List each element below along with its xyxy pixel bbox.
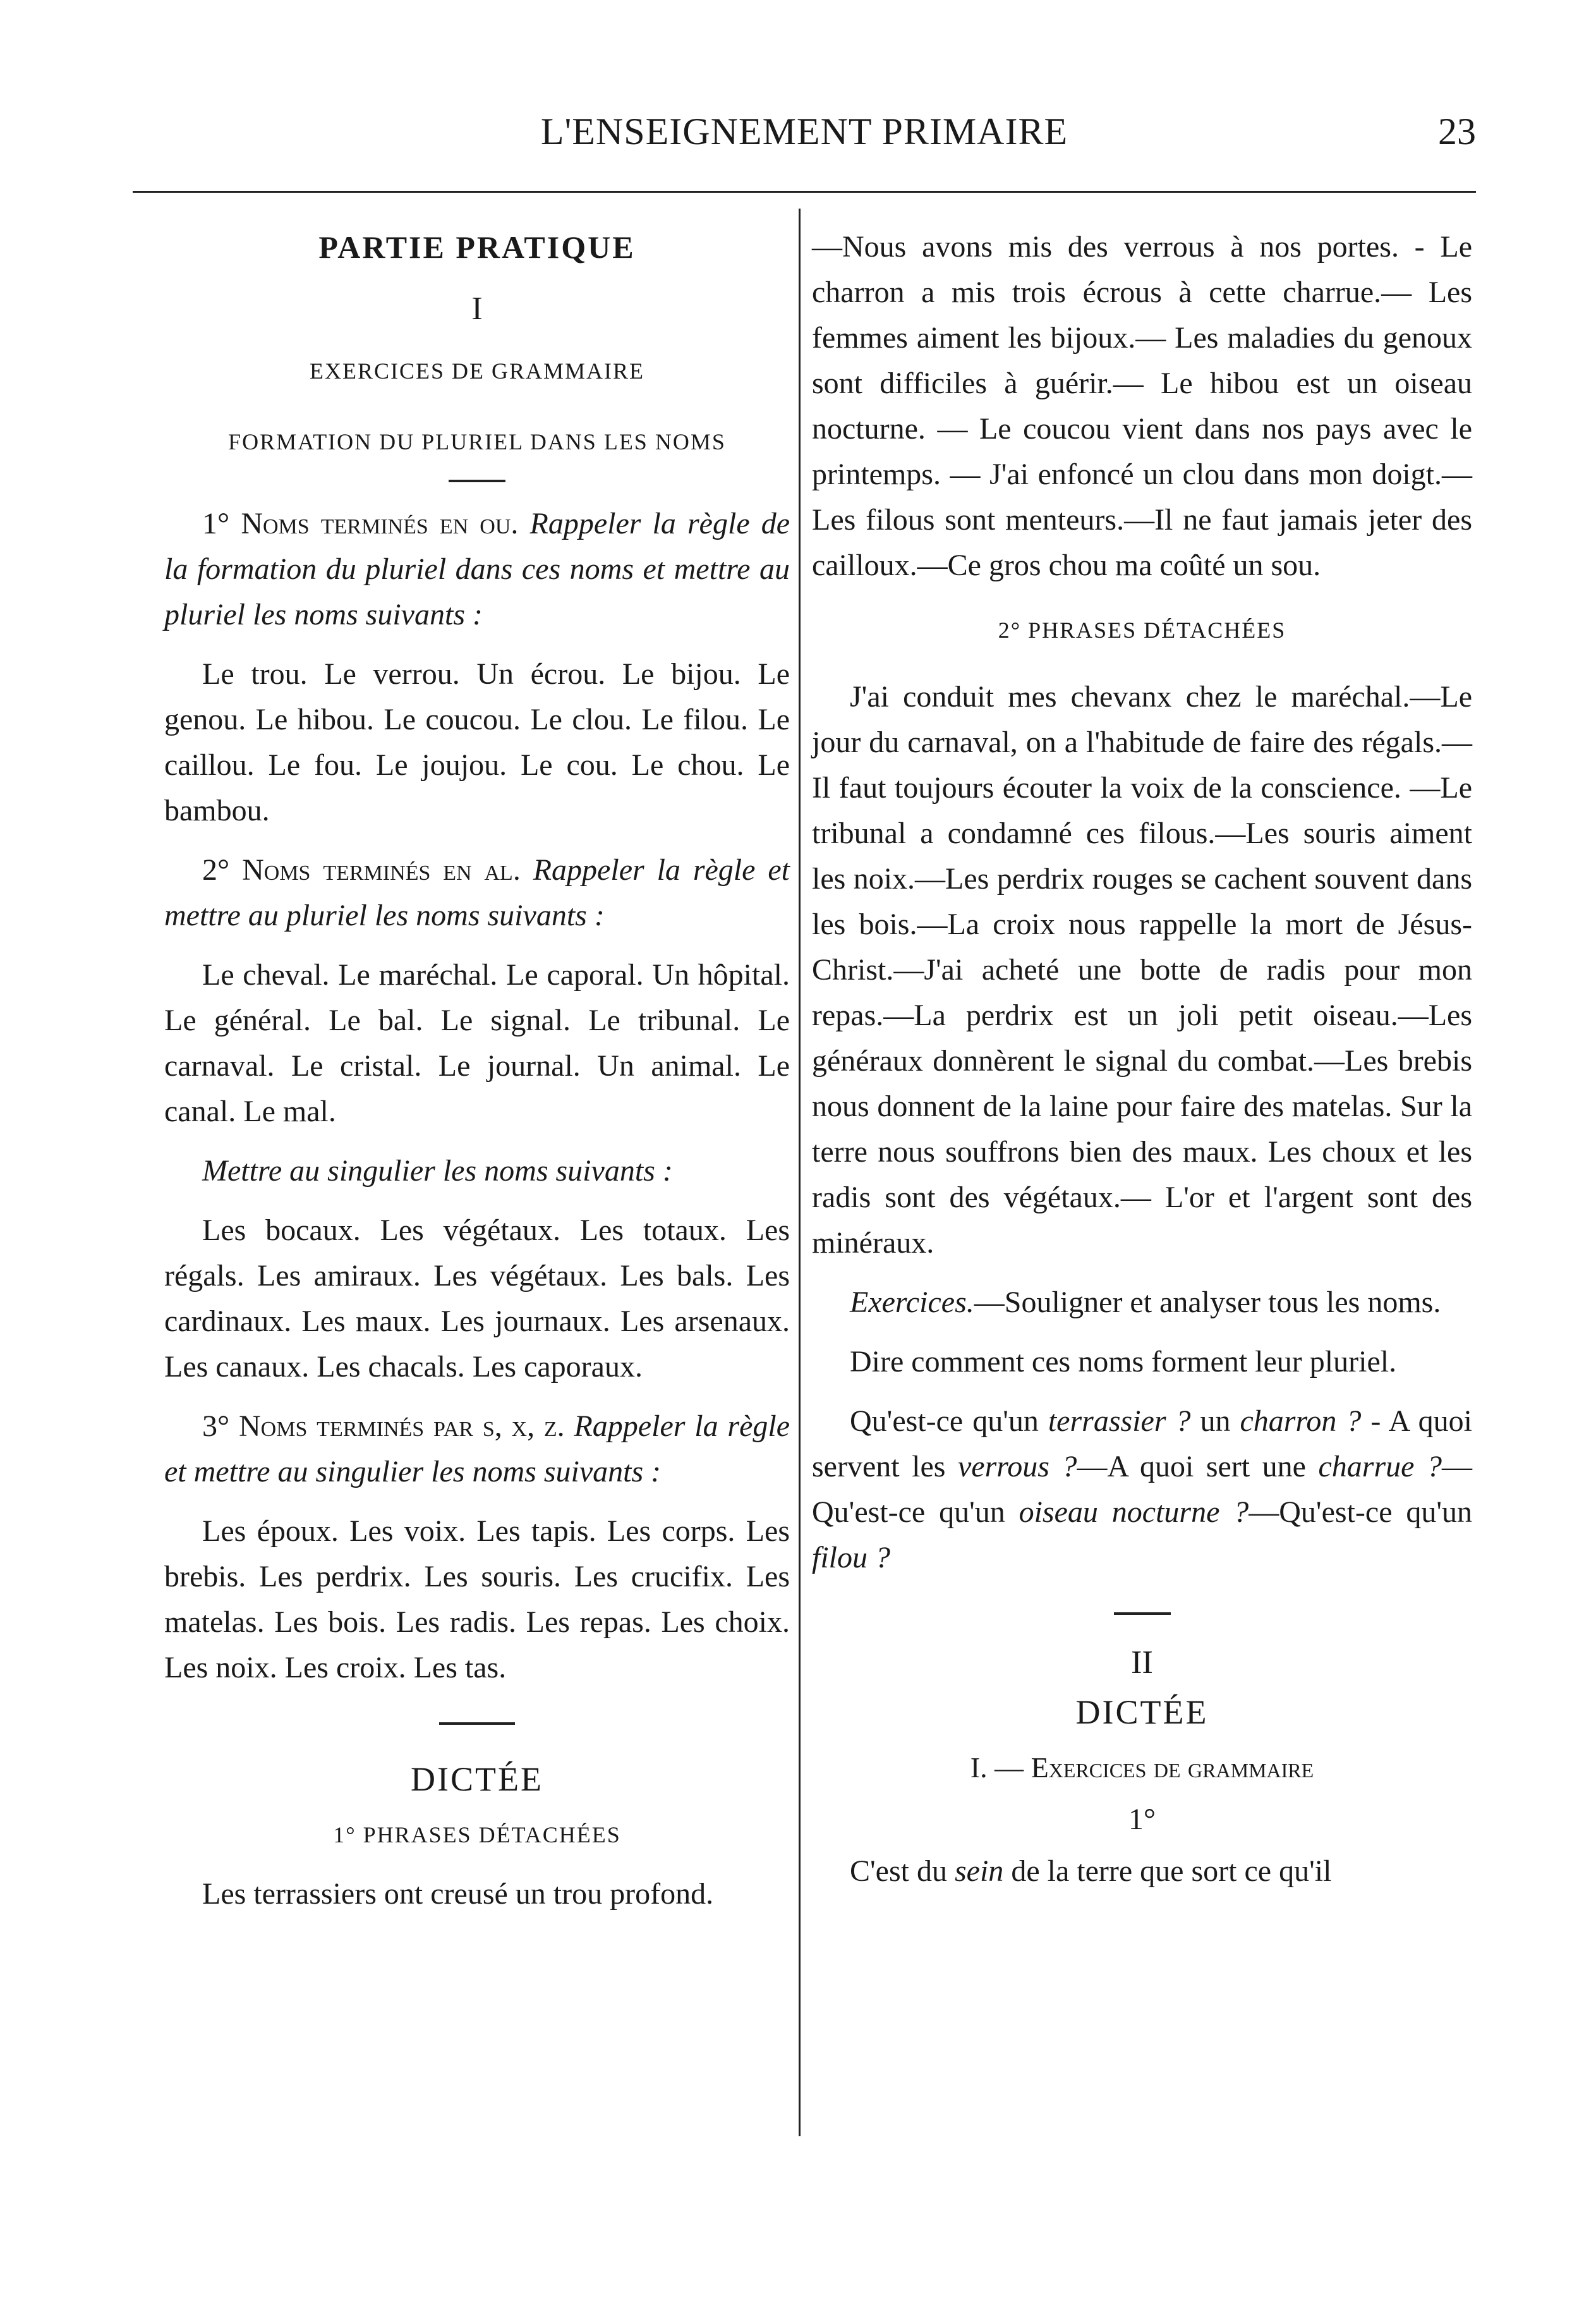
plural-question: Dire comment ces noms forment leur pluriel. xyxy=(850,1345,1397,1378)
question-term: terrassier ? xyxy=(1048,1404,1191,1438)
last-sentence xyxy=(812,1849,1472,1894)
exercise-3-words: Les époux. Les voix. Les tapis. Les corps. Les brebis. Les perdrix. Les souris. Les crucifix. Les matelas. Les bois. Les radis. Les repas. Les choix. Les noix. Les croix. Les tas. xyxy=(164,1514,790,1684)
subheading-grammar: EXERCICES DE GRAMMAIRE xyxy=(309,358,645,384)
exercise-2-title: Noms terminés en al. xyxy=(242,853,521,887)
item-number: 1° xyxy=(1128,1803,1156,1836)
separator-dash xyxy=(439,1722,515,1725)
left-column xyxy=(164,224,790,1931)
page-header xyxy=(133,95,1476,171)
grammar-subheading: I. — Exercices de grammaire xyxy=(970,1751,1314,1784)
header-rule xyxy=(133,191,1476,193)
section-roman-numeral: I xyxy=(471,291,483,327)
dictee-title: DICTÉE xyxy=(411,1760,543,1798)
exercise-2-instruction xyxy=(164,848,790,939)
page-number: 23 xyxy=(1438,111,1476,152)
question-text: un xyxy=(1190,1404,1240,1438)
exercise-3-instruction-text: Rappeler la règle et mettre au singulier les noms suivants : xyxy=(164,1409,790,1488)
exercise-2b-words: Les bocaux. Les végétaux. Les totaux. Les régals. Les amiraux. Les végétaux. Les bals. Les cardinaux. Les maux. Les journaux. Les arsenaux. Les canaux. Les chacals. Les caporaux. xyxy=(164,1213,790,1384)
question-term: filou ? xyxy=(812,1541,891,1574)
dictee-sentences-1: —Nous avons mis des verrous à nos portes. - Le charron a mis trois écrous à cette charrue.— Les femmes aiment les bijoux.— Les maladies du genoux sont difficiles à guérir.— Le hibou est un oiseau nocturne. — Le coucou vient dans nos pays avec le printemps. — J'ai enfoncé un clou dans mon doigt.—Les filous sont menteurs.—Il ne faut jamais jeter des cailloux.—Ce gros chou ma coûté un sou. xyxy=(812,230,1472,582)
sentence-text: de la terre que sort ce qu'il xyxy=(1003,1854,1332,1888)
exercise-1-number: 1° xyxy=(202,507,230,540)
column-divider xyxy=(799,209,801,2136)
running-title: L'ENSEIGNEMENT PRIMAIRE xyxy=(540,111,1068,152)
sentence-term: sein xyxy=(954,1854,1004,1888)
section-heading: PARTIE PRATIQUE xyxy=(318,229,636,265)
section-roman-numeral-2: II xyxy=(1131,1645,1153,1681)
question-term: charron ? xyxy=(1240,1404,1362,1438)
exercise-3-number: 3° xyxy=(202,1409,230,1443)
question-text: —Qu'est-ce qu'un xyxy=(1248,1495,1472,1529)
exercises-text: —Souligner et analyser tous les noms. xyxy=(974,1286,1441,1319)
exercises-label: Exercices. xyxy=(850,1286,974,1319)
sentence-text: C'est du xyxy=(850,1854,955,1888)
question-term: oiseau nocturne ? xyxy=(1019,1495,1249,1529)
question-term: verrous ? xyxy=(958,1450,1077,1483)
question-text: - A quoi servent les xyxy=(812,1404,1472,1483)
exercise-3-instruction xyxy=(164,1404,790,1495)
question-text: —A quoi sert une xyxy=(1077,1450,1319,1483)
exercise-2-number: 2° xyxy=(202,853,230,887)
right-column xyxy=(812,224,1472,1908)
question-text: —Qu'est-ce qu'un xyxy=(812,1450,1472,1529)
dictee-first-sentence: Les terrassiers ont creusé un trou profond. xyxy=(202,1877,714,1911)
separator-dash xyxy=(449,480,505,482)
phrases-subheading: 2° PHRASES DÉTACHÉES xyxy=(998,617,1286,643)
dictee-subheading: 1° PHRASES DÉTACHÉES xyxy=(333,1822,621,1847)
exercise-2-words: Le cheval. Le maréchal. Le caporal. Un hôpital. Le général. Le bal. Le signal. Le tribunal. Le carnaval. Le cristal. Le journal. Un animal. Le canal. Le mal. xyxy=(164,958,790,1128)
exercise-1-instruction xyxy=(164,501,790,638)
exercise-3-title: Noms terminés par s, x, z. xyxy=(239,1409,565,1443)
exercise-2b-instruction-text: Mettre au singulier les noms suivants : xyxy=(202,1154,673,1188)
subheading-plural: FORMATION DU PLURIEL DANS LES NOMS xyxy=(228,429,726,454)
dictee-sentences-2: J'ai conduit mes chevanx chez le maréchal.—Le jour du carnaval, on a l'habitude de faire des régals.—Il faut toujours écouter la voix de la conscience. —Le tribunal a condamné ces filous.—Les souris aiment les noix.—Les perdrix rouges se cachent souvent dans les bois.—La croix nous rappelle la mort de Jésus-Christ.—J'ai acheté une botte de radis pour mon repas.—La perdrix est un joli petit oiseau.—Les généraux donnèrent le signal du combat.—Les brebis nous donnent de la laine pour faire des matelas. Sur la terre nous souffrons bien des maux. Les choux et les radis sont des végétaux.— L'or et l'argent sont des minéraux. xyxy=(812,680,1472,1260)
question-text: Qu'est-ce qu'un xyxy=(850,1404,1048,1438)
exercise-1-instruction-text: Rappeler la règle de la formation du pluriel dans ces noms et mettre au pluriel les noms suivants : xyxy=(164,507,790,631)
question-term: charrue ? xyxy=(1318,1450,1442,1483)
vocabulary-questions xyxy=(812,1399,1472,1581)
exercise-2-instruction-text: Rappeler la règle et mettre au pluriel les noms suivants : xyxy=(164,853,790,932)
exercise-1-words: Le trou. Le verrou. Un écrou. Le bijou. Le genou. Le hibou. Le coucou. Le clou. Le filou. Le caillou. Le fou. Le joujou. Le cou. Le chou. Le bambou. xyxy=(164,657,790,827)
separator-dash xyxy=(1114,1612,1171,1615)
exercises-paragraph xyxy=(812,1280,1472,1325)
dictee-title-2: DICTÉE xyxy=(1075,1693,1209,1731)
exercise-1-title: Noms terminés en ou. xyxy=(241,507,519,540)
exercise-2b-instruction xyxy=(164,1148,790,1194)
